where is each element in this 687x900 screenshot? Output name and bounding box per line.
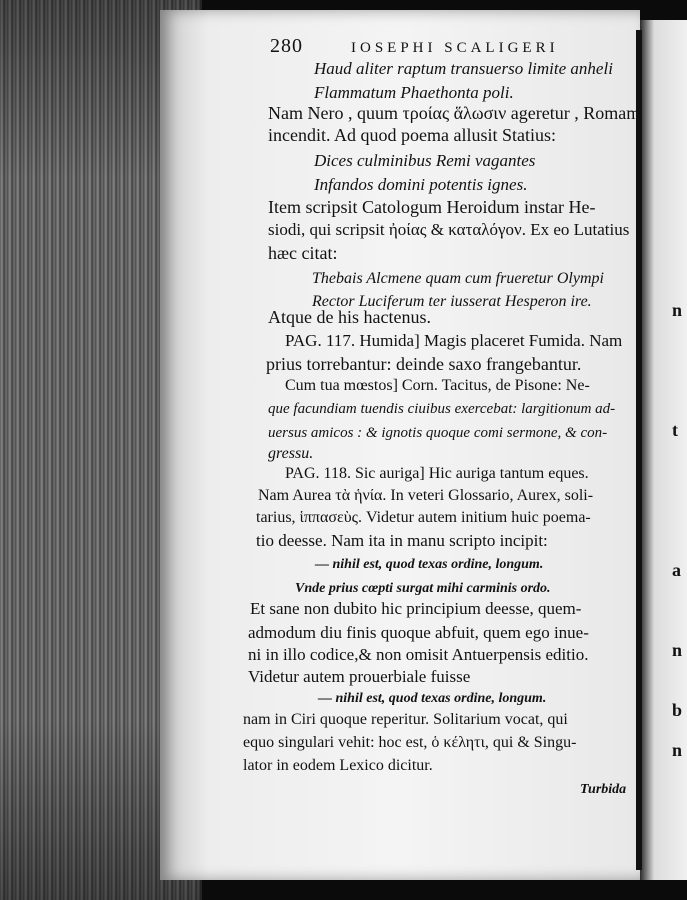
facing-page-letter: t (672, 420, 678, 440)
text-line: lator in eodem Lexico dicitur. (243, 757, 433, 774)
page-number: 280 (270, 35, 303, 57)
text-line: PAG. 118. Sic auriga] Hic auriga tantum eques. (285, 465, 589, 482)
text-line: — nihil est, quod texas ordine, longum. (318, 691, 547, 706)
text-line: Item scripsit Catologum Heroidum instar He- (268, 197, 596, 217)
text-line: Thebais Alcmene quam cum frueretur Olympi (312, 270, 604, 287)
text-line: Vnde prius cœpti surgat mihi carminis ordo. (295, 581, 551, 596)
text-line: prius torrebantur: deinde saxo frangebantur. (266, 354, 582, 374)
text-line: que facundiam tuendis ciuibus exercebat: largitionum ad- (268, 401, 616, 417)
text-line: hæc citat: (268, 243, 338, 263)
facing-page-letter: a (672, 560, 681, 580)
text-line: Dices culminibus Remi vagantes (314, 151, 536, 170)
facing-page-letter: n (672, 640, 683, 660)
text-line: Rector Luciferum ter iusserat Hesperon ire. (312, 293, 592, 310)
facing-page-letter: n (672, 740, 683, 760)
page-gutter (636, 30, 642, 870)
text-line: Haud aliter raptum transuerso limite anheli (314, 59, 613, 78)
text-line: Infandos domini potentis ignes. (314, 175, 528, 194)
running-title: IOSEPHI SCALIGERI (351, 40, 559, 56)
text-line: PAG. 117. Humida] Magis placeret Fumida. Nam (285, 331, 623, 350)
text-line: Nam Nero , quum τροίας ἅλωσιν ageretur , Romam (268, 103, 641, 123)
text-line: ni in illo codice,& non omisit Antuerpensis editio. (248, 645, 589, 664)
text-line: Videtur autem prouerbiale fuisse (248, 667, 471, 686)
text-line: equo singulari vehit: hoc est, ὁ κέλητι, qui & Singu- (243, 734, 577, 751)
text-line: Et sane non dubito hic principium deesse, quem- (250, 599, 582, 618)
text-line: — nihil est, quod texas ordine, longum. (315, 557, 544, 572)
text-line: incendit. Ad quod poema allusit Statius: (268, 125, 556, 145)
facing-page-letter: b (672, 700, 683, 720)
catchword: Turbida (580, 782, 627, 797)
text-line: Atque de his hactenus. (268, 307, 431, 327)
page-header (270, 36, 559, 56)
text-line: tarius, ἱππασεὺς. Videtur autem initium huic poema- (256, 509, 591, 526)
text-line: Flammatum Phaethonta poli. (314, 83, 514, 102)
facing-page-letter: n (672, 300, 683, 320)
text-line: uersus amicos : & ignotis quoque comi sermone, & con- (268, 425, 608, 441)
text-line: gressu. (268, 445, 314, 462)
text-line: siodi, qui scripsit ἠοίας & καταλόγον. Ex eo Lutatius (268, 220, 630, 239)
text-line: admodum diu finis quoque abfuit, quem ego inue- (248, 623, 589, 642)
text-line: tio deesse. Nam ita in manu scripto incipit: (256, 531, 548, 550)
text-line: Cum tua mœstos] Corn. Tacitus, de Pisone: Ne- (285, 377, 590, 394)
text-line: Nam Aurea τὰ ἡνία. In veteri Glossario, Aurex, soli- (258, 487, 594, 504)
text-line: nam in Ciri quoque reperitur. Solitarium vocat, qui (243, 711, 568, 728)
